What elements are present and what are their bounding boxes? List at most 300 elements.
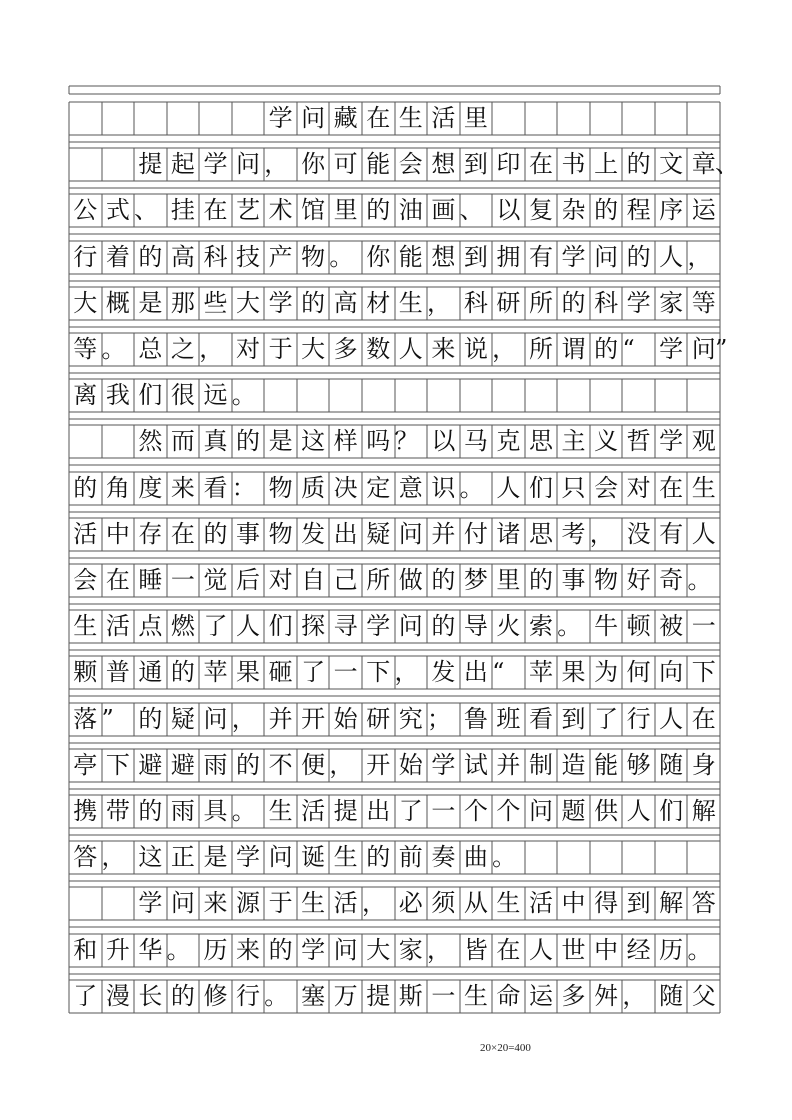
grid-character: 高: [333, 288, 358, 317]
grid-character: 的: [561, 288, 586, 317]
grid-character: 避: [138, 750, 163, 779]
grid-character: 是: [138, 288, 163, 317]
grid-character: 多: [333, 335, 358, 363]
grid-character: 概: [105, 288, 130, 317]
grid-character: 质: [301, 473, 326, 502]
grid-character: 落: [73, 704, 98, 733]
grid-character: 被: [659, 612, 684, 641]
grid-character: 。: [492, 843, 517, 872]
grid-character: 活: [105, 612, 130, 641]
grid-character: 里: [463, 104, 488, 132]
grid-character: 的: [73, 473, 98, 502]
grid-character: 觉: [203, 566, 228, 594]
grid-character: 一: [431, 981, 456, 1010]
grid-character: 只: [561, 473, 586, 502]
grid-character: 、: [715, 150, 740, 179]
grid-character: 普: [105, 658, 130, 687]
grid-character: 有: [659, 519, 684, 548]
grid-character: 试: [463, 750, 488, 779]
grid-character: 为: [594, 658, 619, 687]
grid-character: 些: [203, 288, 228, 317]
grid-character: 油: [398, 196, 423, 225]
grid-character: 序: [659, 196, 684, 225]
grid-character: 制: [528, 750, 553, 779]
grid-character: 必: [398, 889, 423, 918]
grid-character: 点: [138, 612, 163, 641]
grid-character: 雨: [203, 750, 228, 779]
grid-character: 学: [203, 150, 228, 179]
grid-character: 诞: [301, 843, 326, 872]
grid-character: 生: [691, 473, 716, 502]
grid-character: 运: [528, 981, 553, 1010]
grid-character: 导: [463, 612, 488, 641]
grid-character: 生: [268, 797, 293, 825]
grid-character: 是: [203, 843, 228, 872]
grid-character: 。: [459, 473, 484, 502]
grid-character: ，: [361, 889, 386, 918]
grid-character: 鲁: [463, 704, 488, 733]
grid-character: 识: [431, 473, 456, 502]
grid-character: 学: [366, 612, 391, 641]
grid-character: 所: [528, 335, 553, 363]
grid-character: 学: [268, 104, 293, 132]
grid-count-label: 20×20=400: [480, 1042, 531, 1054]
grid-character: ，: [687, 242, 712, 271]
grid-character: 带: [105, 797, 130, 825]
grid-character: 和: [73, 935, 98, 964]
grid-character: 们: [528, 473, 553, 502]
grid-character: 能: [366, 150, 391, 179]
grid-character: 。: [687, 566, 712, 594]
grid-character: 开: [301, 704, 326, 733]
grid-character: 大: [73, 288, 98, 317]
grid-character: 来: [170, 473, 195, 502]
grid-character: 的: [366, 196, 391, 225]
grid-character: 能: [398, 242, 423, 271]
grid-character: 便: [301, 750, 326, 779]
grid-character: 生: [463, 981, 488, 1010]
grid-character: 果: [236, 658, 261, 687]
grid-character: 并: [268, 704, 293, 733]
grid-character: 可: [333, 150, 358, 179]
grid-character: ，: [394, 658, 419, 687]
grid-character: 下: [691, 658, 716, 687]
grid-character: 的: [138, 242, 163, 271]
grid-character: 思: [528, 427, 553, 456]
grid-character: 在: [170, 519, 195, 548]
grid-character: 的: [138, 704, 163, 733]
grid-character: 班: [496, 704, 521, 733]
grid-character: 想: [431, 150, 456, 179]
grid-character: 人: [659, 242, 684, 271]
grid-character: “: [622, 335, 635, 363]
grid-character: 物: [268, 473, 293, 502]
grid-character: 文: [659, 150, 684, 179]
grid-character: 活: [73, 519, 98, 548]
grid-character: 疑: [366, 519, 391, 548]
grid-character: 的: [594, 335, 619, 363]
grid-character: 父: [691, 981, 716, 1010]
grid-character: 看: [203, 473, 228, 502]
grid-character: 历: [659, 935, 684, 964]
grid-character: 的: [236, 427, 261, 456]
grid-character: 学: [659, 335, 684, 363]
grid-character: 了: [203, 612, 228, 641]
grid-character: 真: [203, 427, 228, 456]
grid-character: 程: [626, 196, 651, 225]
grid-character: 在: [496, 935, 521, 964]
grid-character: 问: [691, 335, 716, 363]
grid-character: 意: [398, 473, 423, 502]
grid-character: 考: [561, 519, 586, 548]
grid-character: 长: [138, 981, 163, 1010]
grid-character: 想: [431, 242, 456, 271]
grid-character: ；: [427, 704, 452, 733]
grid-character: “: [492, 658, 505, 687]
grid-character: 自: [301, 566, 326, 594]
grid-character: ，: [427, 288, 452, 317]
grid-character: 这: [138, 843, 163, 872]
grid-character: 有: [528, 242, 553, 271]
grid-character: 活: [528, 889, 553, 918]
grid-character: 须: [431, 889, 456, 918]
grid-character: 苹: [528, 658, 553, 687]
grid-character: 人: [496, 473, 521, 502]
grid-character: 问: [268, 843, 293, 872]
grid-character: 的: [203, 519, 228, 548]
grid-character: 随: [659, 981, 684, 1010]
grid-character: 生: [398, 288, 423, 317]
grid-character: 们: [138, 381, 163, 410]
grid-character: 科: [463, 288, 488, 317]
grid-character: 定: [366, 473, 391, 502]
grid-character: 中: [594, 935, 619, 964]
grid-character: 了: [73, 981, 98, 1010]
grid-character: 造: [561, 750, 586, 779]
grid-character: 物: [268, 519, 293, 548]
grid-character: 克: [496, 427, 521, 456]
grid-character: 技: [236, 242, 261, 271]
grid-character: 科: [594, 288, 619, 317]
grid-character: 活: [333, 889, 358, 918]
grid-character: 下: [366, 658, 391, 687]
grid-character: 一: [431, 797, 456, 825]
grid-character: 生: [301, 889, 326, 918]
grid-character: ，: [427, 935, 452, 964]
grid-character: 物: [594, 566, 619, 594]
grid-character: 里: [333, 196, 358, 225]
grid-character: 问: [398, 612, 423, 641]
grid-character: 开: [366, 750, 391, 779]
grid-character: 会: [73, 566, 98, 594]
grid-character: 的: [170, 658, 195, 687]
grid-character: 行: [236, 981, 261, 1010]
grid-character: 答: [73, 843, 98, 872]
grid-character: 到: [626, 889, 651, 918]
grid-character: 一: [170, 566, 195, 594]
grid-character: 随: [659, 750, 684, 779]
grid-character: 事: [236, 519, 261, 548]
grid-character: 在: [105, 566, 130, 594]
grid-character: 会: [594, 473, 619, 502]
grid-character: 主: [561, 427, 586, 456]
grid-character: 多: [561, 981, 586, 1010]
grid-character: 家: [398, 935, 423, 964]
grid-character: 来: [431, 335, 456, 363]
grid-character: 索: [528, 612, 553, 641]
grid-character: 问: [203, 704, 228, 733]
grid-character: 提: [138, 150, 163, 179]
grid-character: 生: [496, 889, 521, 918]
grid-character: 。: [231, 797, 256, 825]
grid-character: 始: [333, 704, 358, 733]
grid-character: 对: [268, 566, 293, 594]
grid-character: 所: [528, 288, 553, 317]
grid-character: 远: [203, 381, 228, 410]
grid-character: 。: [557, 612, 582, 641]
grid-character: 在: [203, 196, 228, 225]
grid-character: 己: [333, 566, 358, 594]
grid-character: 具: [203, 797, 228, 825]
grid-character: 馆: [301, 196, 326, 225]
grid-character: 付: [463, 519, 488, 548]
grid-character: 家: [659, 288, 684, 317]
grid-character: 你: [301, 150, 326, 179]
grid-character: 提: [333, 797, 358, 825]
grid-character: ，: [231, 704, 256, 733]
grid-character: 的: [594, 196, 619, 225]
grid-character: 果: [561, 658, 586, 687]
grid-character: 个: [496, 797, 521, 825]
grid-character: ，: [101, 843, 126, 872]
grid-character: 大: [301, 335, 326, 363]
grid-character: 那: [170, 288, 195, 317]
grid-character: 运: [691, 196, 716, 225]
grid-character: 到: [463, 150, 488, 179]
grid-character: 下: [105, 750, 130, 779]
grid-character: 不: [268, 750, 293, 779]
grid-character: 出: [463, 658, 488, 687]
grid-character: 书: [561, 150, 586, 179]
grid-character: 人: [398, 335, 423, 363]
grid-character: 向: [659, 658, 684, 687]
grid-character: 一: [333, 658, 358, 687]
grid-character: 然: [138, 427, 163, 456]
grid-character: 们: [659, 797, 684, 825]
grid-character: 睡: [138, 566, 163, 594]
grid-character: 解: [691, 797, 716, 825]
grid-character: 说: [463, 335, 488, 363]
grid-character: 对: [236, 335, 261, 363]
grid-character: 看: [528, 704, 553, 733]
grid-character: 行: [73, 242, 98, 271]
grid-character: 得: [594, 889, 619, 918]
grid-character: 高: [170, 242, 195, 271]
grid-character: 的: [301, 288, 326, 317]
grid-character: 学: [301, 935, 326, 964]
grid-character: 大: [366, 935, 391, 964]
grid-character: 问: [301, 104, 326, 132]
grid-character: 来: [203, 889, 228, 918]
grid-character: 身: [691, 750, 716, 779]
grid-character: 并: [431, 519, 456, 548]
grid-character: 并: [496, 750, 521, 779]
grid-character: 而: [170, 427, 195, 456]
grid-character: 物: [301, 242, 326, 271]
grid-character: 亭: [73, 750, 98, 779]
grid-character: 问: [236, 150, 261, 179]
grid-character: ”: [101, 704, 114, 733]
grid-character: 问: [528, 797, 553, 825]
grid-character: 学: [626, 288, 651, 317]
grid-character: 大: [236, 288, 261, 317]
grid-character: 数: [366, 335, 391, 363]
grid-character: 供: [594, 797, 619, 825]
grid-character: 很: [170, 381, 195, 410]
grid-character: 的: [170, 981, 195, 1010]
grid-character: 于: [268, 889, 293, 918]
grid-character: 哲: [626, 427, 651, 456]
grid-character: 挂: [170, 196, 195, 225]
grid-character: ：: [231, 473, 256, 502]
grid-character: 起: [170, 150, 195, 179]
grid-character: 学: [561, 242, 586, 271]
grid-character: 印: [496, 150, 521, 179]
grid-character: 题: [561, 797, 586, 825]
grid-character: 从: [463, 889, 488, 918]
grid-character: 出: [366, 797, 391, 825]
grid-character: 。: [166, 935, 191, 964]
grid-character: 做: [398, 566, 423, 594]
grid-character: 寻: [333, 612, 358, 641]
grid-character: 度: [138, 473, 163, 502]
grid-character: 在: [528, 150, 553, 179]
grid-character: 学: [138, 889, 163, 918]
grid-character: 活: [431, 104, 456, 132]
grid-character: 拥: [496, 242, 521, 271]
grid-character: 之: [170, 335, 195, 363]
grid-character: 人: [236, 612, 261, 641]
grid-character: 漫: [105, 981, 130, 1010]
grid-character: 产: [268, 242, 293, 271]
grid-character: 研: [366, 704, 391, 733]
grid-character: 藏: [333, 104, 358, 132]
grid-character: 牛: [594, 612, 619, 641]
grid-character: 等: [73, 335, 98, 363]
grid-character: 诸: [496, 519, 521, 548]
grid-character: 着: [105, 242, 130, 271]
grid-character: 奏: [431, 843, 456, 872]
grid-character: ，: [492, 335, 517, 363]
grid-character: 修: [203, 981, 228, 1010]
grid-character: 人: [626, 797, 651, 825]
grid-character: 材: [366, 288, 391, 317]
grid-character: ”: [715, 335, 728, 363]
grid-character: 在: [659, 473, 684, 502]
grid-character: 命: [496, 981, 521, 1010]
grid-character: 的: [626, 150, 651, 179]
grid-character: 以: [496, 196, 521, 225]
grid-character: 经: [626, 935, 651, 964]
grid-character: 思: [528, 519, 553, 548]
grid-character: 能: [594, 750, 619, 779]
grid-character: 、: [134, 196, 159, 225]
grid-character: 源: [236, 889, 261, 918]
grid-character: 燃: [170, 612, 195, 641]
grid-character: ，: [622, 981, 647, 1010]
grid-character: 好: [626, 566, 651, 594]
grid-character: 角: [105, 473, 130, 502]
grid-character: 世: [561, 935, 586, 964]
grid-character: 前: [398, 843, 423, 872]
grid-character: 华: [138, 935, 163, 964]
grid-character: 颗: [73, 658, 98, 687]
grid-character: 吗: [366, 427, 391, 456]
grid-character: 苹: [203, 658, 228, 687]
grid-character: 人: [528, 935, 553, 964]
grid-character: 问: [333, 935, 358, 964]
grid-character: 的: [138, 797, 163, 825]
grid-character: 避: [170, 750, 195, 779]
grid-character: 后: [236, 566, 261, 594]
grid-character: 离: [73, 381, 98, 410]
grid-character: 。: [329, 242, 354, 271]
grid-character: 疑: [170, 704, 195, 733]
grid-character: 通: [138, 658, 163, 687]
grid-character: 舛: [594, 981, 619, 1010]
grid-character: 生: [333, 843, 358, 872]
grid-character: 对: [626, 473, 651, 502]
grid-character: 你: [366, 242, 391, 271]
grid-character: 我: [105, 381, 130, 410]
grid-character: 式: [105, 196, 130, 225]
grid-character: 公: [73, 196, 98, 225]
grid-character: 提: [366, 981, 391, 1010]
grid-character: 问: [594, 242, 619, 271]
grid-character: 的: [366, 843, 391, 872]
grid-character: 所: [366, 566, 391, 594]
grid-character: 人: [659, 704, 684, 733]
grid-character: 学: [236, 843, 261, 872]
grid-character: 个: [463, 797, 488, 825]
grid-character: 正: [170, 843, 195, 872]
grid-character: 在: [366, 104, 391, 132]
grid-character: 是: [268, 427, 293, 456]
grid-character: 观: [691, 427, 716, 456]
grid-character: 了: [594, 704, 619, 733]
grid-character: 历: [203, 935, 228, 964]
grid-character: 里: [496, 566, 521, 594]
grid-character: 。: [231, 381, 256, 410]
grid-character: 解: [659, 889, 684, 918]
grid-character: 生: [73, 612, 98, 641]
grid-character: 杂: [561, 196, 586, 225]
grid-character: 没: [626, 519, 651, 548]
grid-character: 的: [626, 242, 651, 271]
grid-character: 一: [691, 612, 716, 641]
grid-character: 以: [431, 427, 456, 456]
grid-character: 中: [105, 519, 130, 548]
grid-character: 学: [659, 427, 684, 456]
grid-character: ，: [329, 750, 354, 779]
grid-character: 。: [687, 935, 712, 964]
grid-character: 的: [268, 935, 293, 964]
grid-character: 生: [398, 104, 423, 132]
grid-character: 活: [301, 797, 326, 825]
grid-character: 科: [203, 242, 228, 271]
grid-character: 章: [691, 150, 716, 179]
grid-character: 皆: [463, 935, 488, 964]
